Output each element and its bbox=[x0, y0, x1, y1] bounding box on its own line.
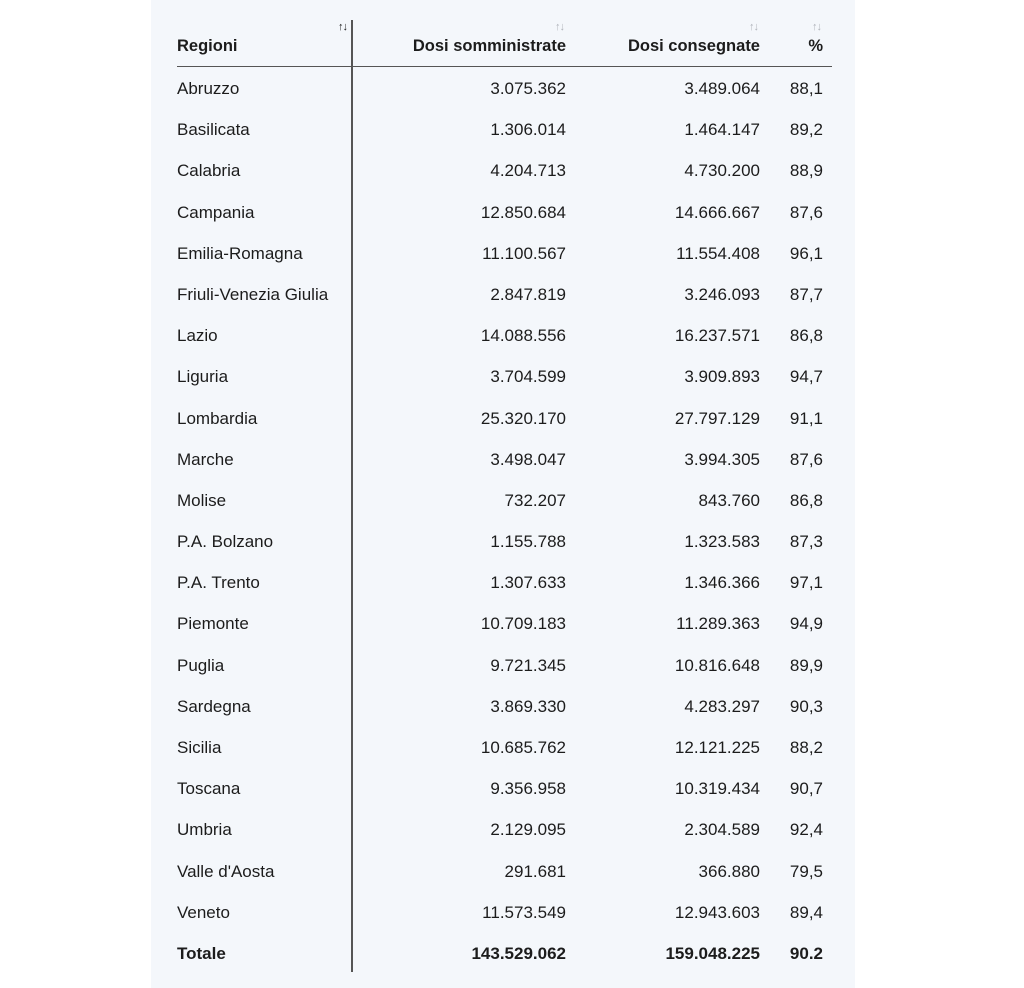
delivered-cell: 1.346.366 bbox=[684, 573, 760, 593]
region-cell: Molise bbox=[177, 490, 227, 510]
administered-cell: 9.721.345 bbox=[490, 655, 566, 675]
table-row bbox=[177, 685, 832, 726]
administered-cell: 9.356.958 bbox=[490, 779, 566, 799]
administered-cell: 10.685.762 bbox=[480, 738, 566, 757]
administered-cell: 3.704.599 bbox=[490, 367, 566, 387]
column-header-label: Dosi somministrate bbox=[412, 37, 566, 55]
table-row bbox=[177, 397, 832, 438]
table-row bbox=[177, 561, 832, 602]
administered-cell: 291.681 bbox=[504, 861, 566, 881]
table-row bbox=[177, 355, 832, 396]
table-row bbox=[177, 149, 832, 190]
percent-cell: 86,8 bbox=[789, 326, 823, 346]
table-row bbox=[177, 602, 832, 643]
table-row bbox=[177, 767, 832, 808]
administered-cell: 1.307.633 bbox=[490, 573, 566, 593]
delivered-cell: 12.943.603 bbox=[674, 902, 760, 922]
sort-icon[interactable]: ↑↓ bbox=[749, 21, 758, 33]
table-panel bbox=[151, 0, 855, 988]
region-cell: Liguria bbox=[177, 367, 229, 387]
percent-cell: 89,9 bbox=[789, 655, 823, 675]
percent-cell: 94,7 bbox=[789, 367, 823, 387]
percent-cell: 88,2 bbox=[789, 738, 823, 757]
region-cell: Sardegna bbox=[177, 696, 251, 716]
region-cell: Basilicata bbox=[177, 120, 250, 140]
percent-cell: 90,7 bbox=[789, 779, 823, 799]
delivered-cell: 12.121.225 bbox=[674, 738, 760, 757]
sort-icon[interactable]: ↑↓ bbox=[812, 21, 821, 33]
region-cell: Emilia-Romagna bbox=[177, 243, 303, 263]
table-total-row bbox=[177, 932, 832, 973]
administered-cell: 3.498.047 bbox=[490, 449, 566, 469]
percent-cell: 88,9 bbox=[789, 161, 823, 181]
vaccine-doses-table bbox=[177, 20, 832, 973]
column-header-label: Regioni bbox=[177, 37, 238, 55]
percent-cell: 96,1 bbox=[789, 243, 823, 263]
percent-cell: 87,6 bbox=[789, 449, 823, 469]
column-header-label: % bbox=[808, 37, 823, 55]
delivered-cell: 1.464.147 bbox=[684, 120, 760, 140]
administered-cell: 12.850.684 bbox=[480, 202, 566, 222]
total-percent: 90.2 bbox=[789, 943, 823, 963]
table-row bbox=[177, 273, 832, 314]
delivered-cell: 4.730.200 bbox=[684, 161, 760, 181]
region-cell: P.A. Bolzano bbox=[177, 532, 274, 552]
region-cell: Friuli-Venezia Giulia bbox=[177, 284, 329, 304]
column-header-percent[interactable] bbox=[760, 21, 823, 56]
percent-cell: 88,1 bbox=[789, 79, 823, 98]
total-administered: 143.529.062 bbox=[471, 943, 566, 963]
percent-cell: 87,3 bbox=[789, 532, 823, 552]
total-label: Totale bbox=[177, 943, 226, 963]
delivered-cell: 3.489.064 bbox=[684, 79, 760, 98]
region-cell: Abruzzo bbox=[177, 79, 240, 98]
percent-cell: 90,3 bbox=[789, 696, 823, 716]
region-cell: Toscana bbox=[177, 779, 241, 799]
delivered-cell: 3.246.093 bbox=[684, 284, 760, 304]
administered-cell: 4.204.713 bbox=[490, 161, 566, 181]
delivered-cell: 2.304.589 bbox=[684, 820, 760, 840]
delivered-cell: 11.554.408 bbox=[676, 243, 760, 263]
region-cell: Umbria bbox=[177, 820, 232, 840]
administered-cell: 1.306.014 bbox=[490, 120, 566, 140]
column-header-label: Dosi consegnate bbox=[627, 37, 760, 55]
region-cell: Lazio bbox=[177, 326, 218, 346]
administered-cell: 10.709.183 bbox=[480, 614, 566, 634]
table-row bbox=[177, 67, 832, 108]
column-header-dosi-consegnate[interactable] bbox=[566, 21, 760, 56]
column-header-dosi-somministrate[interactable] bbox=[353, 21, 566, 56]
administered-cell: 11.573.549 bbox=[482, 902, 566, 922]
table-row bbox=[177, 314, 832, 355]
percent-cell: 91,1 bbox=[789, 408, 823, 428]
table-header bbox=[177, 20, 832, 67]
table-row bbox=[177, 644, 832, 685]
delivered-cell: 843.760 bbox=[698, 490, 760, 510]
delivered-cell: 4.283.297 bbox=[684, 696, 760, 716]
region-cell: Valle d'Aosta bbox=[177, 861, 275, 881]
table-body bbox=[177, 67, 832, 973]
percent-cell: 87,6 bbox=[789, 202, 823, 222]
sort-icon[interactable]: ↑↓ bbox=[555, 21, 564, 33]
delivered-cell: 11.289.363 bbox=[676, 614, 760, 634]
delivered-cell: 10.816.648 bbox=[674, 655, 760, 675]
percent-cell: 79,5 bbox=[789, 861, 823, 881]
administered-cell: 732.207 bbox=[504, 490, 566, 510]
delivered-cell: 1.323.583 bbox=[684, 532, 760, 552]
table-row bbox=[177, 520, 832, 561]
percent-cell: 89,4 bbox=[789, 902, 823, 922]
region-cell: Piemonte bbox=[177, 614, 249, 634]
table-row bbox=[177, 808, 832, 849]
administered-cell: 25.320.170 bbox=[480, 408, 566, 428]
percent-cell: 94,9 bbox=[789, 614, 823, 634]
total-delivered: 159.048.225 bbox=[665, 943, 760, 963]
administered-cell: 14.088.556 bbox=[480, 326, 566, 346]
delivered-cell: 27.797.129 bbox=[674, 408, 760, 428]
delivered-cell: 10.319.434 bbox=[674, 779, 760, 799]
administered-cell: 3.869.330 bbox=[490, 696, 566, 716]
percent-cell: 97,1 bbox=[789, 573, 823, 593]
percent-cell: 89,2 bbox=[789, 120, 823, 140]
delivered-cell: 14.666.667 bbox=[674, 202, 760, 222]
table-row bbox=[177, 850, 832, 891]
percent-cell: 86,8 bbox=[789, 490, 823, 510]
sort-icon[interactable]: ↑↓ bbox=[338, 21, 347, 33]
region-cell: Marche bbox=[177, 449, 234, 469]
table-row bbox=[177, 108, 832, 149]
administered-cell: 1.155.788 bbox=[490, 532, 566, 552]
region-cell: Sicilia bbox=[177, 738, 222, 757]
region-cell: Lombardia bbox=[177, 408, 258, 428]
administered-cell: 3.075.362 bbox=[490, 79, 566, 98]
administered-cell: 11.100.567 bbox=[482, 243, 566, 263]
administered-cell: 2.129.095 bbox=[490, 820, 566, 840]
region-cell: Puglia bbox=[177, 655, 225, 675]
table-row bbox=[177, 191, 832, 232]
percent-cell: 92,4 bbox=[789, 820, 823, 840]
administered-cell: 2.847.819 bbox=[490, 284, 566, 304]
delivered-cell: 366.880 bbox=[698, 861, 760, 881]
region-cell: Campania bbox=[177, 202, 255, 222]
table-row bbox=[177, 726, 832, 767]
column-header-regioni[interactable] bbox=[177, 21, 349, 56]
delivered-cell: 3.994.305 bbox=[684, 449, 760, 469]
table-row bbox=[177, 891, 832, 932]
region-cell: Calabria bbox=[177, 161, 241, 181]
table-row bbox=[177, 438, 832, 479]
region-cell: P.A. Trento bbox=[177, 573, 260, 593]
region-cell: Veneto bbox=[177, 902, 230, 922]
delivered-cell: 16.237.571 bbox=[674, 326, 760, 346]
delivered-cell: 3.909.893 bbox=[684, 367, 760, 387]
percent-cell: 87,7 bbox=[789, 284, 823, 304]
table-row bbox=[177, 232, 832, 273]
table-row bbox=[177, 479, 832, 520]
